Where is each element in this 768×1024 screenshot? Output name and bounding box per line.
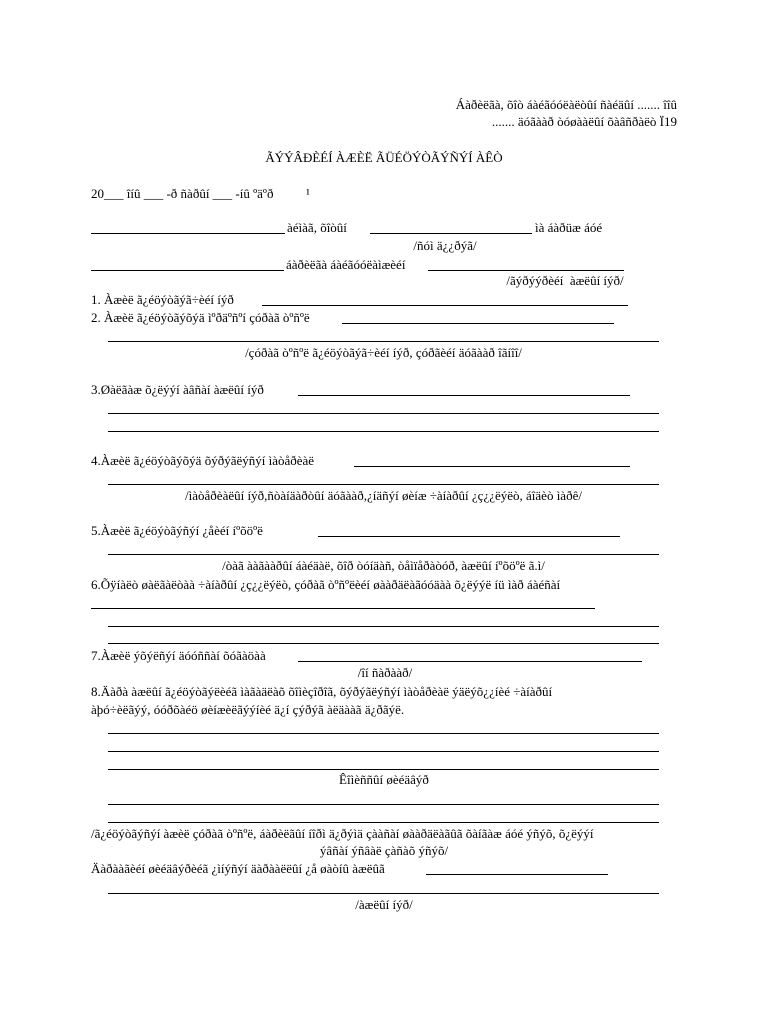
contract-work-blank[interactable] [428, 270, 624, 271]
item-8-blank-2[interactable] [108, 751, 659, 752]
item-8-blank-1[interactable] [108, 733, 659, 734]
item-2-caption: /çóðàã òºñºë ã¿éöýòãýã÷èéí íýð, çóðãèéí äóãààð îãíîî/ [245, 345, 522, 360]
party-line2-mid: áàðèëãà áàéãóóëàìæèéí [286, 257, 406, 272]
date-line: 20___ îíû ___ -ð ñàðûí ___ -íû ºäºð ¹ [91, 186, 310, 201]
header-line-1: Áàðèëãà, õîò áàéãóóëàëòûí ñàéäûí ....... îîû [455, 97, 677, 112]
item-5-blank[interactable] [318, 536, 620, 537]
district-blank[interactable] [370, 233, 532, 234]
item-6-blank-2[interactable] [108, 626, 659, 627]
party-line1-end: ìà áàðüæ áóé [535, 220, 603, 235]
item-8-line-1: 8.Äàðà àæëûí ã¿éöýòãýëèéã ìàãàäëàõ õîìèçîðîã, õýðýãëýñýí ìàòåðèàë ýäëýõ¿¿íèé ÷àíàðûí [91, 684, 553, 699]
commission-blank-1[interactable] [108, 804, 659, 805]
next-stage-label: Äàðààãèéí øèéäâýðèéã ¿ìíýñýí äàðààëëûí ¿å øàòíû àæëûã [91, 861, 385, 876]
item-3-blank-2[interactable] [108, 413, 659, 414]
aimag-blank[interactable] [91, 233, 285, 234]
item-3-blank[interactable] [298, 395, 630, 396]
item-7-label: 7.Àæèë ýõýëñýí äóóññàí õóãàöàà [91, 648, 266, 663]
item-7-blank[interactable] [298, 661, 642, 662]
item-8-line-2: àþó÷èëãýý, óóðõàéö øèíæèëãýýíèé ä¿í çýðýã àëäààã ä¿ðãýë. [91, 702, 405, 717]
next-stage-caption: /àæëûí íýð/ [355, 897, 413, 912]
next-stage-blank[interactable] [426, 874, 608, 875]
commission-blank-2[interactable] [108, 822, 659, 823]
commission-title: Êîìèññûí øèéäâýð [339, 772, 429, 787]
organization-blank[interactable] [91, 270, 284, 271]
party-line1-mid: àéìàã, õîòûí [287, 220, 347, 235]
item-4-blank-2[interactable] [108, 484, 659, 485]
item-4-blank[interactable] [354, 466, 630, 467]
next-stage-blank-2[interactable] [108, 893, 659, 894]
item-2-blank-2[interactable] [108, 341, 659, 342]
commission-caption-2: ýâñàí ýñâàë çàñàõ ýñýõ/ [319, 843, 449, 858]
item-4-label: 4.Àæèë ã¿éöýòãýõýä õýðýãëýñýí ìàòåðèàë [91, 453, 315, 468]
item-2-label: 2. Àæèë ã¿éöýòãýõýä ìºðäºñºí çóðàã òºñºë [91, 310, 310, 325]
item-6-label: 6.Õÿíàëò øàëãàëòàà ÷àíàðûí ¿ç¿¿ëýëò, çóðàã òºñºëèéí øààðäëàãóóäàà õ¿ëýýë íü ìàð áàéñàí [91, 577, 561, 592]
item-3-label: 3.Øàëãàæ õ¿ëýýí àâñàí àæëûí íýð [91, 382, 264, 397]
item-2-blank[interactable] [342, 323, 614, 324]
document-title: ÃÝÝÂÐÈÉÍ ÀÆÈË ÃÜÉÖÝÒÃÝÑÝÍ ÀÊÒ [265, 150, 503, 165]
item-8-blank-3[interactable] [108, 769, 659, 770]
item-4-caption: /ìàòåðèàëûí íýð,ñòàíäàðòûí äóãààð,¿íäñýí øèíæ ÷àíàðûí ¿ç¿¿ëýëò, áîäèò ìàðê/ [185, 488, 582, 503]
item-3-blank-3[interactable] [108, 431, 659, 432]
item-6-blank-3[interactable] [108, 643, 659, 644]
party-caption-2: /ãýðýýðèéí àæëûí íýð/ [506, 273, 624, 288]
item-5-caption: /òàã ààãààðûí áàéäàë, õîð òóíäàñ, òåìïåðàòóð, àæëûí íºõöºë ã.ì/ [222, 558, 545, 573]
commission-caption-1: /ã¿éöýòãýñýí àæèë çóðàã òºñºë, áàðèëãûí íîðì ä¿ðýìä çààñàí øààðäëàãûã õàíãàæ áóé ýñýõ, õ¿ëýýí [91, 826, 594, 841]
item-1-blank[interactable] [262, 305, 628, 306]
item-1-label: 1. Àæèë ã¿éöýòãýã÷èéí íýð [91, 292, 234, 307]
header-line-2: ....... äóãààð òóøààëûí õàâñðàëò Ï19 [491, 114, 677, 129]
party-caption-1: /ñóì ä¿¿ðýã/ [413, 238, 477, 253]
item-6-blank[interactable] [91, 608, 595, 609]
item-5-blank-2[interactable] [108, 554, 659, 555]
item-5-label: 5.Àæèë ã¿éöýòãýñýí ¿åèéí íºõöºë [91, 523, 263, 538]
item-7-caption: /îí ñàðààð/ [357, 665, 413, 680]
